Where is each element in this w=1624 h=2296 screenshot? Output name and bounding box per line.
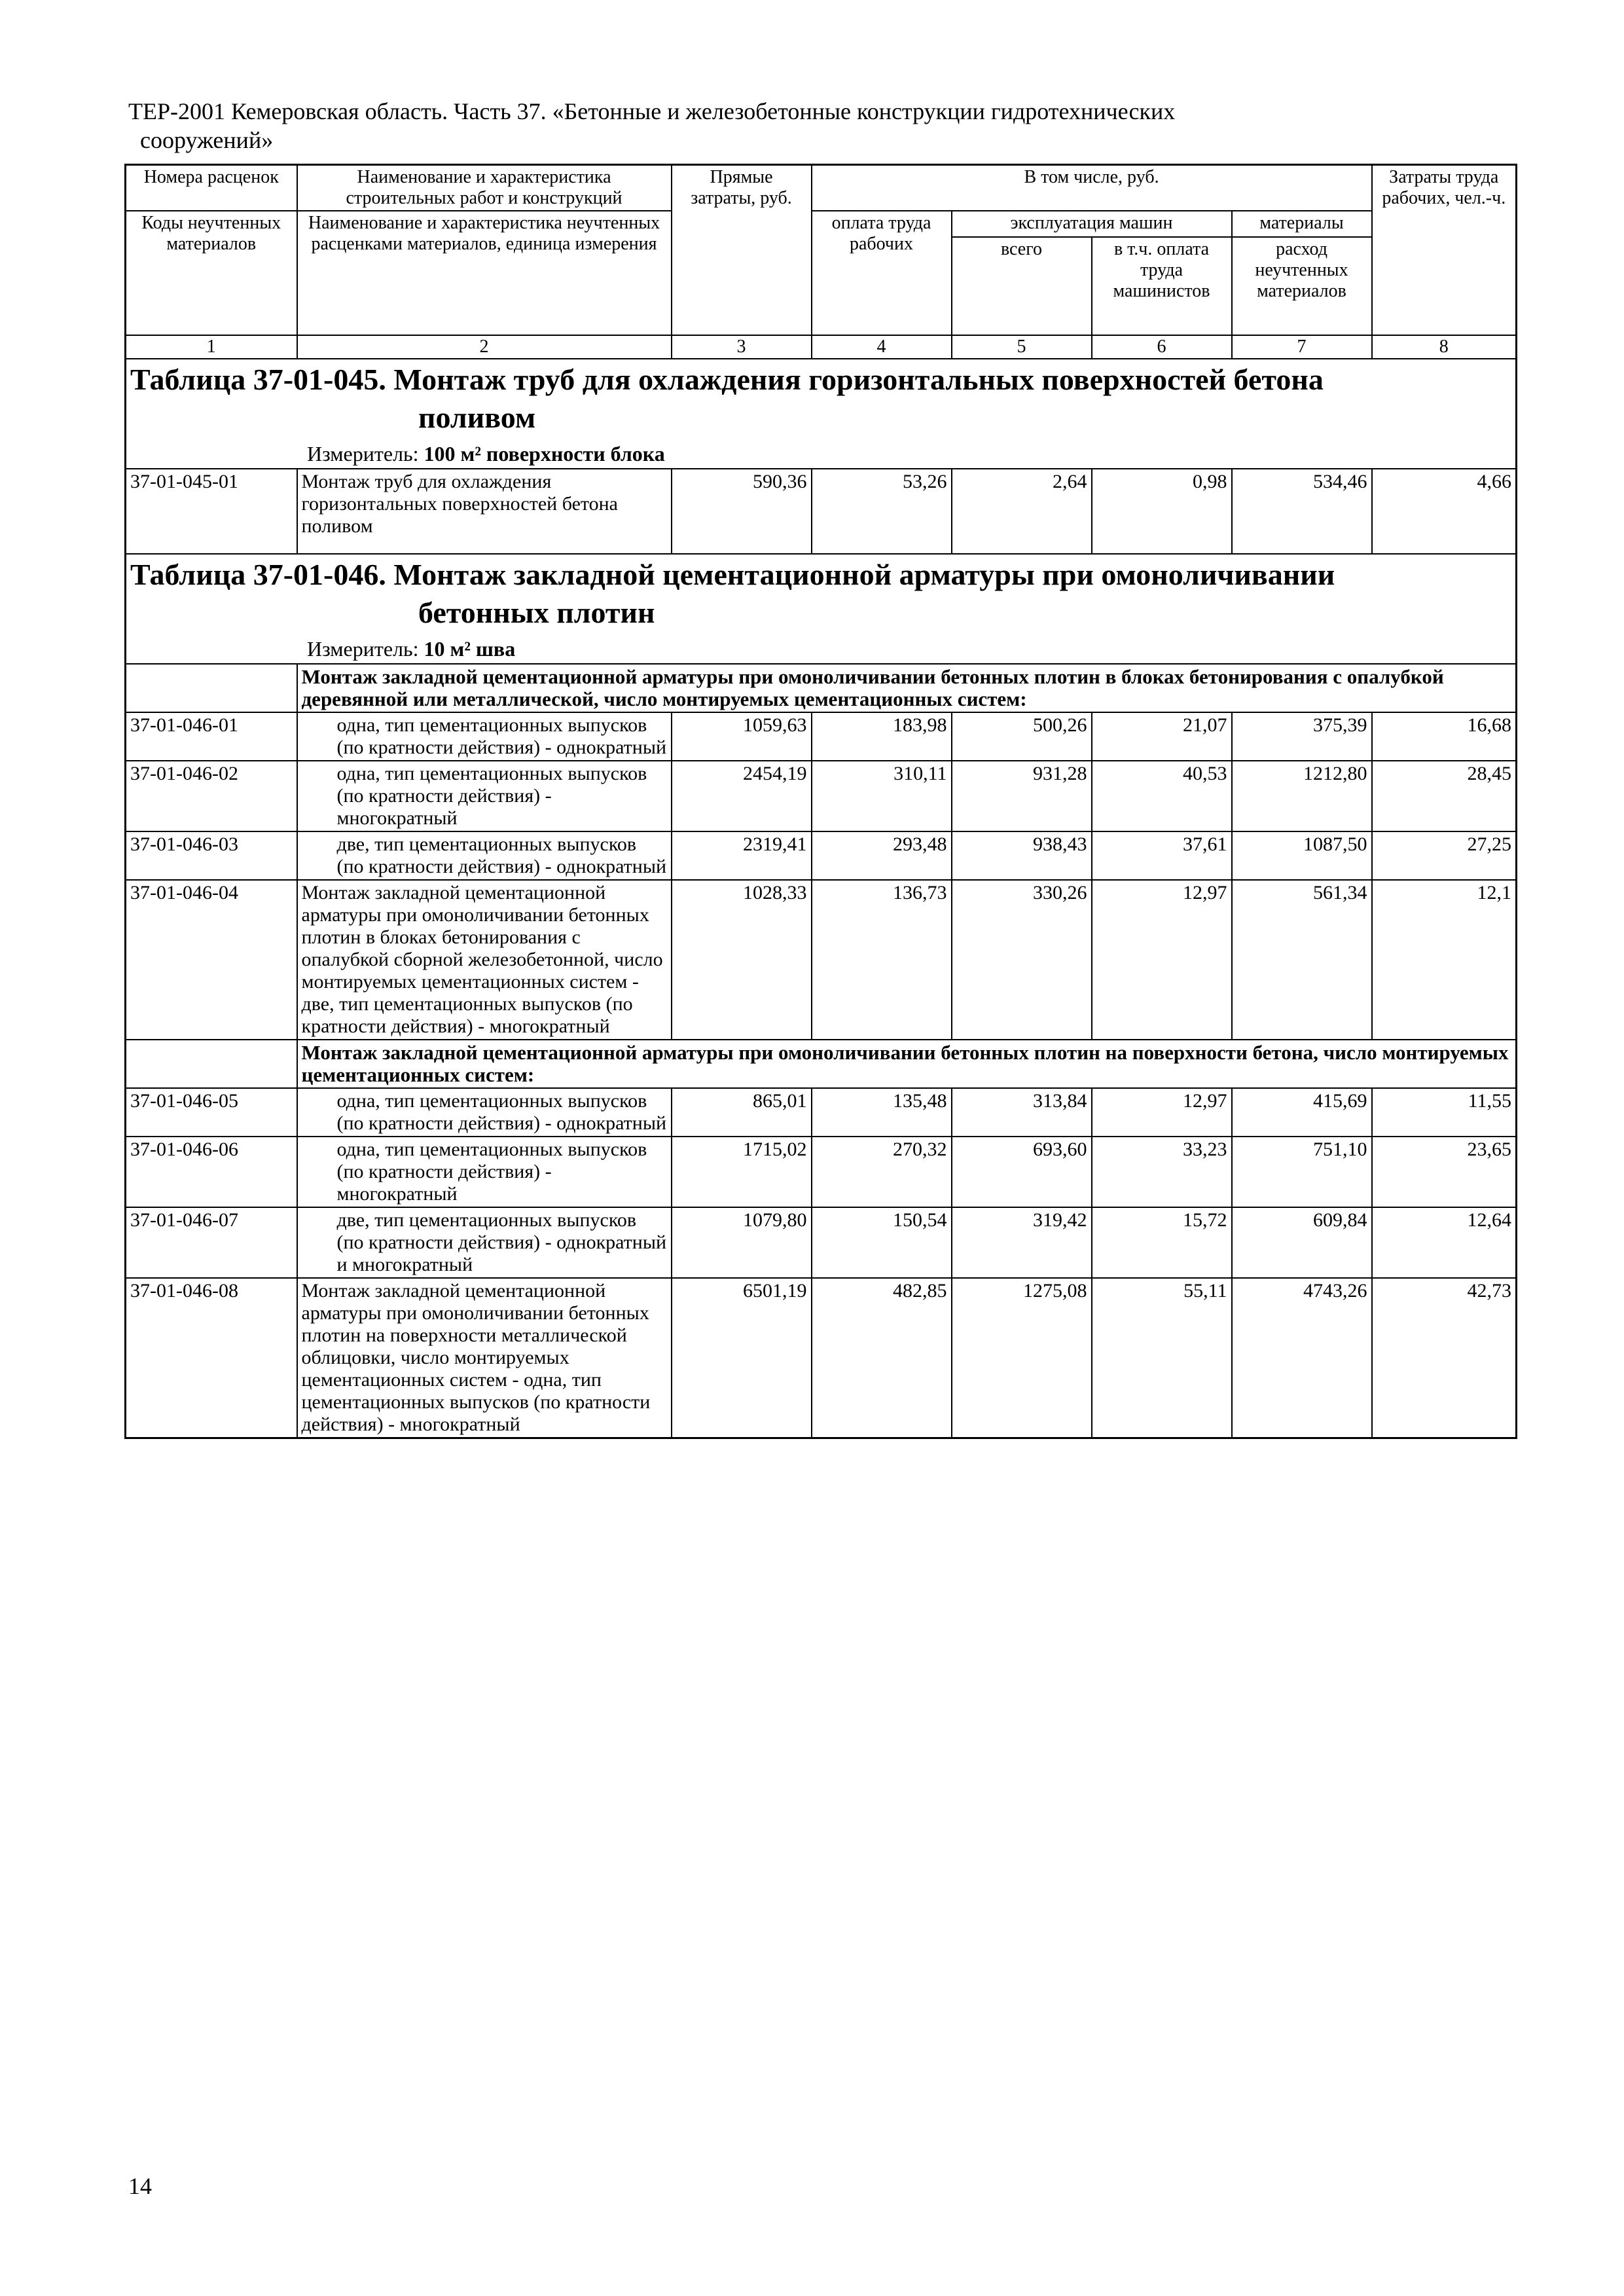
materials-cost: 1212,80	[1232, 761, 1372, 831]
direct-costs: 1715,02	[672, 1137, 812, 1207]
machinists-pay: 55,11	[1092, 1278, 1232, 1438]
machines-total: 319,42	[952, 1207, 1092, 1278]
machines-total: 313,84	[952, 1088, 1092, 1137]
machinists-pay: 33,23	[1092, 1137, 1232, 1207]
labor-hours: 12,64	[1372, 1207, 1517, 1278]
col-number: 1	[126, 335, 297, 359]
labor-hours: 11,55	[1372, 1088, 1517, 1137]
machinists-pay: 15,72	[1092, 1207, 1232, 1278]
header-row-2	[126, 211, 1517, 237]
machines-total: 500,26	[952, 712, 1092, 761]
col-number: 4	[812, 335, 952, 359]
machines-total: 693,60	[952, 1137, 1092, 1207]
table45-title	[130, 361, 1511, 437]
machinists-pay: 40,53	[1092, 761, 1232, 831]
labor-pay: 150,54	[812, 1207, 952, 1278]
rate-description: одна, тип цементационных выпусков (по кратности действия) - однократный	[297, 1088, 672, 1137]
labor-pay: 310,11	[812, 761, 952, 831]
table-row	[126, 831, 1517, 880]
machines-total: 1275,08	[952, 1278, 1092, 1438]
rate-code: 37-01-046-05	[126, 1088, 297, 1137]
materials-cost: 1087,50	[1232, 831, 1372, 880]
col4-header: оплата труда рабочих	[812, 211, 952, 335]
rate-description: одна, тип цементационных выпусков (по кратности действия) - многократный	[297, 761, 672, 831]
table45-title-line-1: Таблица 37-01-045. Монтаж труб для охлаждения горизонтальных поверхностей бетона	[130, 363, 1324, 396]
table46-measure	[130, 636, 1511, 662]
machines-header: эксплуатация машин	[952, 211, 1232, 237]
direct-costs: 2319,41	[672, 831, 812, 880]
table-row	[126, 1278, 1517, 1438]
col1-top-header: Номера расценок	[126, 165, 297, 211]
labor-pay: 53,26	[812, 469, 952, 554]
col5-header: всего	[952, 237, 1092, 335]
col2-top-header: Наименование и характеристика строительных работ и конструкций	[297, 165, 672, 211]
col3-header: Прямые затраты, руб.	[672, 165, 812, 336]
section-row	[126, 1040, 1517, 1088]
col8-header: Затраты труда рабочих, чел.-ч.	[1372, 165, 1517, 336]
direct-costs: 1059,63	[672, 712, 812, 761]
measure-value: 100 м² поверхности блока	[424, 442, 665, 465]
labor-pay: 270,32	[812, 1137, 952, 1207]
rate-description: Монтаж закладной цементационной арматуры при омоноличивании бетонных плотин на поверхности металлической облицовки, число монтируемых цементационных систем - одна, тип цементационных выпусков (по кратности действия) - многократный	[297, 1278, 672, 1438]
machinists-pay: 37,61	[1092, 831, 1232, 880]
header-line-1: ТЕР-2001 Кемеровская область. Часть 37. «Бетонные и железобетонные конструкции гидротехнических	[128, 98, 1176, 124]
table-row	[126, 880, 1517, 1040]
rate-code: 37-01-046-02	[126, 761, 297, 831]
labor-hours: 4,66	[1372, 469, 1517, 554]
section-heading: Монтаж закладной цементационной арматуры при омоноличивании бетонных плотин в блоках бетонирования с опалубкой деревянной или металлической, число монтируемых цементационных систем:	[297, 664, 1517, 712]
table-row	[126, 1207, 1517, 1278]
rate-code: 37-01-046-08	[126, 1278, 297, 1438]
labor-pay: 482,85	[812, 1278, 952, 1438]
rate-description: одна, тип цементационных выпусков (по кратности действия) - однократный	[297, 712, 672, 761]
rate-description: две, тип цементационных выпусков (по кратности действия) - однократный и многократный	[297, 1207, 672, 1278]
table46-title-row	[126, 554, 1517, 664]
table45-measure	[130, 441, 1511, 467]
materials-cost: 609,84	[1232, 1207, 1372, 1278]
rates-table	[124, 164, 1517, 1439]
rate-code: 37-01-046-03	[126, 831, 297, 880]
header-row-1	[126, 165, 1517, 211]
table46-title-line-2: бетонных плотин	[418, 596, 655, 629]
table-row	[126, 761, 1517, 831]
labor-pay: 135,48	[812, 1088, 952, 1137]
labor-hours: 23,65	[1372, 1137, 1517, 1207]
section-row	[126, 664, 1517, 712]
machinists-pay: 0,98	[1092, 469, 1232, 554]
materials-cost: 751,10	[1232, 1137, 1372, 1207]
col-number: 5	[952, 335, 1092, 359]
table46-title	[130, 556, 1511, 632]
materials-cost: 534,46	[1232, 469, 1372, 554]
labor-hours: 27,25	[1372, 831, 1517, 880]
rate-description: Монтаж труб для охлаждения горизонтальных поверхностей бетона поливом	[297, 469, 672, 554]
direct-costs: 6501,19	[672, 1278, 812, 1438]
col6-header: в т.ч. оплата труда машинистов	[1092, 237, 1232, 335]
machines-total: 330,26	[952, 880, 1092, 1040]
labor-pay: 136,73	[812, 880, 952, 1040]
rate-description: две, тип цементационных выпусков (по кратности действия) - однократный	[297, 831, 672, 880]
materials-cost: 561,34	[1232, 880, 1372, 1040]
col7-header: расход неучтенных материалов	[1232, 237, 1372, 335]
direct-costs: 2454,19	[672, 761, 812, 831]
page-number: 14	[128, 2173, 152, 2199]
table45-title-row	[126, 359, 1517, 469]
table-row	[126, 1088, 1517, 1137]
col-number: 3	[672, 335, 812, 359]
machines-total: 931,28	[952, 761, 1092, 831]
machinists-pay: 12,97	[1092, 880, 1232, 1040]
col1-bottom-header: Коды неучтенных материалов	[126, 211, 297, 335]
table45-title-line-2: поливом	[418, 401, 536, 434]
labor-pay: 183,98	[812, 712, 952, 761]
materials-cost: 415,69	[1232, 1088, 1372, 1137]
direct-costs: 590,36	[672, 469, 812, 554]
rate-code: 37-01-046-06	[126, 1137, 297, 1207]
machinists-pay: 12,97	[1092, 1088, 1232, 1137]
machines-total: 938,43	[952, 831, 1092, 880]
table-row	[126, 469, 1517, 554]
materials-cost: 375,39	[1232, 712, 1372, 761]
labor-hours: 12,1	[1372, 880, 1517, 1040]
labor-pay: 293,48	[812, 831, 952, 880]
direct-costs: 865,01	[672, 1088, 812, 1137]
rate-code: 37-01-046-04	[126, 880, 297, 1040]
labor-hours: 28,45	[1372, 761, 1517, 831]
table-row	[126, 1137, 1517, 1207]
table46-title-line-1: Таблица 37-01-046. Монтаж закладной цементационной арматуры при омоноличивании	[130, 558, 1335, 591]
col2-bottom-header: Наименование и характеристика неучтенных расценками материалов, единица измерения	[297, 211, 672, 335]
labor-hours: 42,73	[1372, 1278, 1517, 1438]
page-header	[128, 97, 1503, 155]
col-number: 8	[1372, 335, 1517, 359]
col-number: 7	[1232, 335, 1372, 359]
measure-label: Измеритель:	[307, 637, 419, 661]
rate-code: 37-01-046-07	[126, 1207, 297, 1278]
section-heading: Монтаж закладной цементационной арматуры при омоноличивании бетонных плотин на поверхности бетона, число монтируемых цементационных систем:	[297, 1040, 1517, 1088]
measure-value: 10 м² шва	[424, 637, 516, 661]
labor-hours: 16,68	[1372, 712, 1517, 761]
rate-code: 37-01-046-01	[126, 712, 297, 761]
machines-total: 2,64	[952, 469, 1092, 554]
col-number: 6	[1092, 335, 1232, 359]
machinists-pay: 21,07	[1092, 712, 1232, 761]
including-header: В том числе, руб.	[812, 165, 1372, 211]
direct-costs: 1028,33	[672, 880, 812, 1040]
table-row	[126, 712, 1517, 761]
col-number: 2	[297, 335, 672, 359]
measure-label: Измеритель:	[307, 442, 419, 465]
rate-code: 37-01-045-01	[126, 469, 297, 554]
rate-description: Монтаж закладной цементационной арматуры при омоноличивании бетонных плотин в блоках бетонирования с опалубкой сборной железобетонной, число монтируемых цементационных систем - две, тип цементационных выпусков (по кратности действия) - многократный	[297, 880, 672, 1040]
materials-header: материалы	[1232, 211, 1372, 237]
column-numbers-row	[126, 335, 1517, 359]
header-line-2: сооружений»	[140, 127, 274, 153]
rate-description: одна, тип цементационных выпусков (по кратности действия) - многократный	[297, 1137, 672, 1207]
direct-costs: 1079,80	[672, 1207, 812, 1278]
materials-cost: 4743,26	[1232, 1278, 1372, 1438]
